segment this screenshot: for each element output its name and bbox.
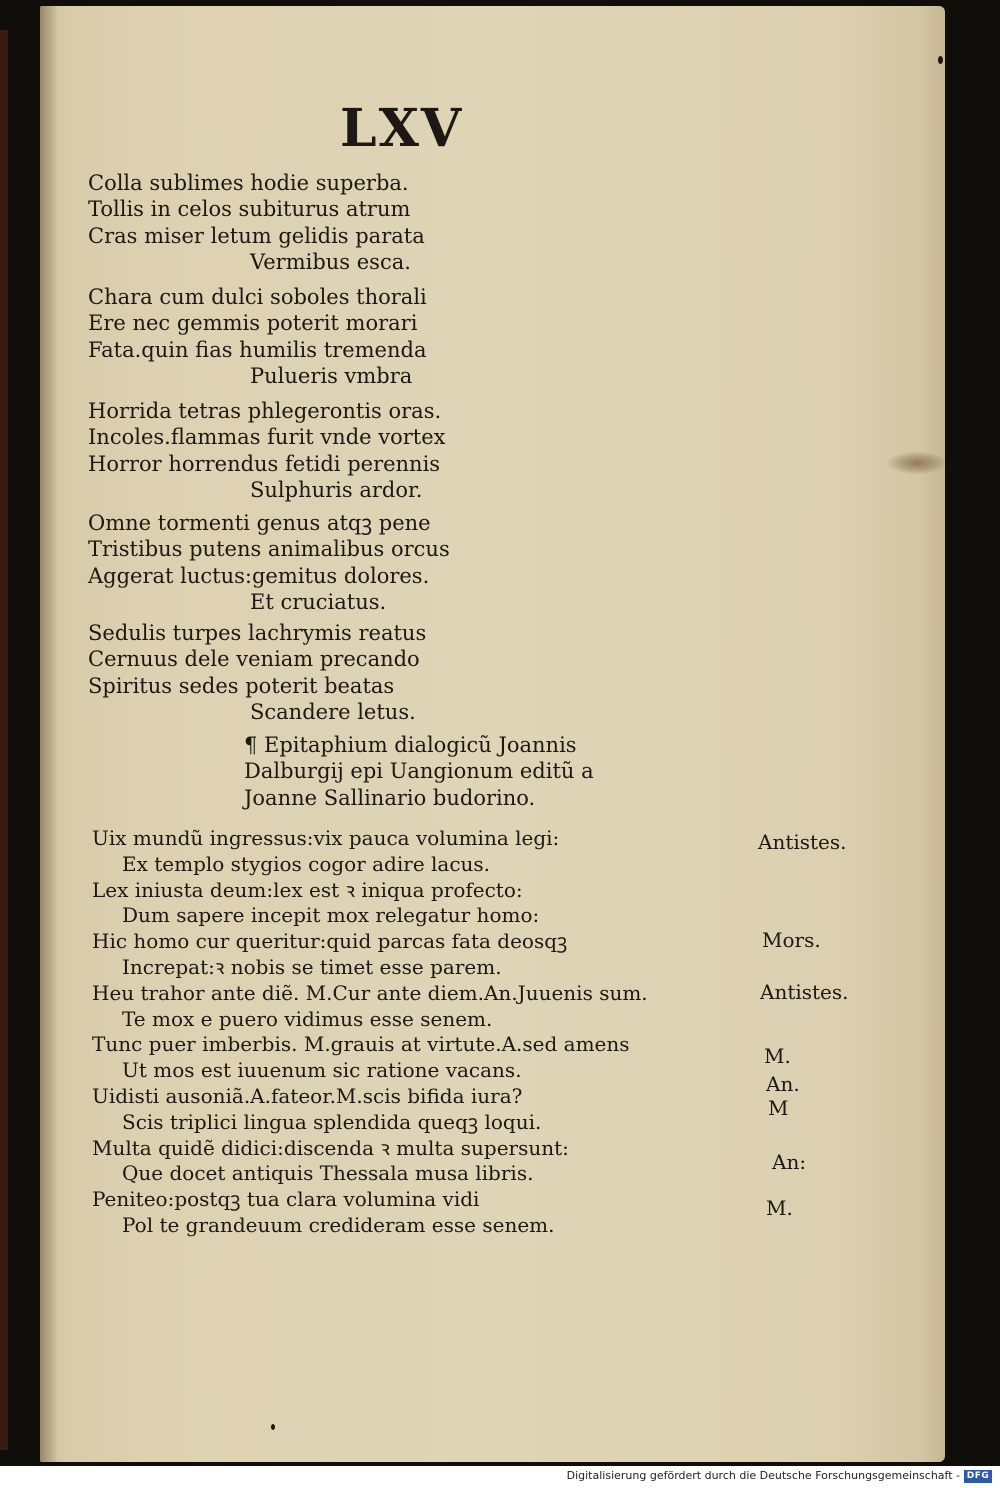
- verse-line: Fata.quin fias humilis tremenda: [88, 337, 427, 362]
- dialogue-line: Peniteo:postqꝫ tua clara volumina vidi: [92, 1187, 480, 1212]
- epitaph-heading-line: Dalburgij epi Uangionum editũ a: [244, 759, 594, 784]
- dialogue-line-indented: Te mox e puero vidimus esse senem.: [122, 1006, 493, 1031]
- verse-line: Ere nec gemmis poterit morari: [88, 311, 418, 336]
- dialogue-line-indented: Ut mos est iuuenum sic ratione vacans.: [122, 1058, 522, 1083]
- speaker-label: Antistes.: [758, 830, 847, 854]
- page-folio-number: LXV: [340, 98, 464, 159]
- epitaph-heading-line: ¶ Epitaphium dialogicũ Joannis: [244, 733, 577, 757]
- verse-line: Sedulis turpes lachrymis reatus: [88, 621, 427, 645]
- page-gutter-shadow: [40, 6, 58, 1462]
- dialogue-line: Tunc puer imberbis. M.grauis at virtute.A.sed amens: [92, 1032, 630, 1057]
- verse-line: Tristibus putens animalibus orcus: [88, 537, 450, 562]
- verse-line-indented: Scandere letus.: [250, 699, 416, 724]
- ink-stain: [888, 452, 946, 474]
- funding-credit: Digitalisierung gefördert durch die Deutsche Forschungsgemeinschaft -: [566, 1469, 960, 1482]
- dialogue-line-indented: Que docet antiquis Thessala musa libris.: [122, 1161, 534, 1186]
- verse-line: Colla sublimes hodie superba.: [88, 171, 409, 195]
- stanza-5: [88, 620, 426, 725]
- stanza-3: [88, 398, 446, 503]
- speaker-label: An:: [772, 1150, 807, 1174]
- dfg-logo: DFG: [964, 1470, 992, 1483]
- dialogue-line-indented: Increpat:ꝛ nobis se timet esse parem.: [122, 954, 502, 979]
- dialogue-line: Uix mundũ ingressus:vix pauca volumina legi:: [92, 826, 560, 850]
- dialogue-line-indented: Scis triplici lingua splendida queqꝫ loqui.: [122, 1109, 542, 1134]
- verse-line-indented: Et cruciatus.: [250, 589, 387, 614]
- epitaph-heading: [244, 732, 594, 811]
- dialogue-line: Multa quidẽ didici:discenda ꝛ multa supersunt:: [92, 1135, 569, 1160]
- verse-line: Chara cum dulci soboles thorali: [88, 285, 427, 309]
- binding-edge: [0, 30, 8, 1450]
- speaker-label: M: [768, 1096, 789, 1120]
- stanza-2: [88, 284, 427, 389]
- verse-line: Omne tormenti genus atqꝫ pene: [88, 511, 431, 535]
- verse-line-indented: Pulueris vmbra: [250, 363, 413, 388]
- bottom-dot: [271, 1424, 275, 1430]
- dialogue-line: Lex iniusta deum:lex est ꝛ iniqua profecto:: [92, 877, 523, 902]
- dialogue-line-indented: Pol te grandeuum credideram esse senem.: [122, 1212, 555, 1237]
- verse-line: Cernuus dele veniam precando: [88, 647, 420, 672]
- verse-line: Aggerat luctus:gemitus dolores.: [88, 563, 430, 588]
- verse-line: Horror horrendus fetidi perennis: [88, 451, 441, 476]
- speaker-label: Antistes.: [760, 980, 849, 1004]
- verse-line: Incoles.flammas furit vnde vortex: [88, 425, 446, 450]
- dialogue-block: [92, 826, 648, 1239]
- verse-line: Horrida tetras phlegerontis oras.: [88, 399, 442, 423]
- verse-line: Cras miser letum gelidis parata: [88, 223, 425, 248]
- stanza-1: [88, 170, 425, 275]
- dialogue-line: Heu trahor ante diẽ. M.Cur ante diem.An.Juuenis sum.: [92, 980, 648, 1005]
- dialogue-line: Uidisti ausoniã.A.fateor.M.scis bifida iura?: [92, 1083, 523, 1108]
- verse-line: Spiritus sedes poterit beatas: [88, 673, 395, 698]
- stanza-4: [88, 510, 450, 615]
- epitaph-heading-line: Joanne Sallinario budorino.: [244, 785, 536, 810]
- speaker-label: Mors.: [762, 928, 821, 952]
- speaker-label: M.: [764, 1044, 791, 1068]
- verse-line: Tollis in celos subiturus atrum: [88, 197, 411, 222]
- footer-bar: [0, 1466, 1000, 1488]
- speaker-label: An.: [766, 1072, 800, 1096]
- dialogue-line: Hic homo cur queritur:quid parcas fata deosqꝫ: [92, 929, 568, 954]
- dialogue-line-indented: Ex templo stygios cogor adire lacus.: [122, 851, 491, 876]
- dialogue-line-indented: Dum sapere incepit mox relegatur homo:: [122, 903, 540, 928]
- verse-line-indented: Vermibus esca.: [250, 249, 411, 274]
- speaker-label: M.: [766, 1196, 793, 1220]
- margin-dot: [938, 56, 943, 64]
- verse-line-indented: Sulphuris ardor.: [250, 477, 423, 502]
